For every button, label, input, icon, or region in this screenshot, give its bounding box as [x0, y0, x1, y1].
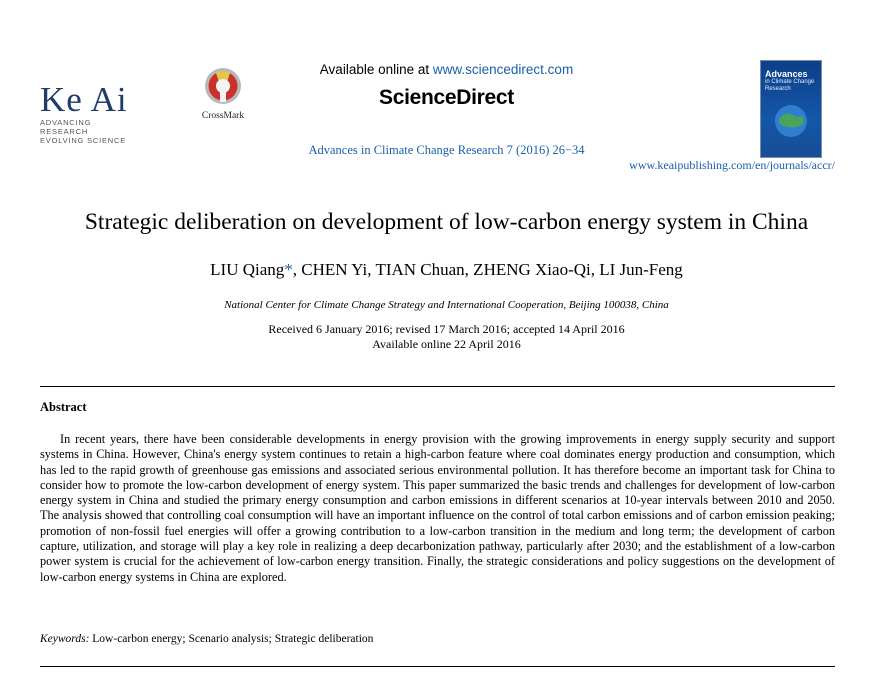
- affiliation: National Center for Climate Change Strategy and International Cooperation, Beijing 100038, China: [224, 299, 669, 311]
- author-list: [0, 260, 893, 280]
- abstract-heading: Abstract: [40, 400, 87, 414]
- available-online-date: Available online 22 April 2016: [372, 337, 521, 351]
- keai-tagline-2: EVOLVING SCIENCE: [40, 136, 127, 145]
- author-first[interactable]: LIU Qiang: [210, 260, 285, 279]
- article-title: Strategic deliberation on development of low-carbon energy system in China: [84, 209, 809, 235]
- keywords-text: Low-carbon energy; Scenario analysis; Strategic deliberation: [89, 633, 374, 645]
- journal-cover-image: [760, 60, 822, 158]
- sciencedirect-link[interactable]: www.sciencedirect.com: [432, 62, 574, 77]
- crossmark-label: CrossMark: [201, 111, 245, 121]
- cover-title: Advances: [765, 69, 808, 79]
- abstract-text: In recent years, there have been considerable developments in energy provision with the growing improvements in energy supply security and support systems in China. However, China's energy system continues to retain a high-carbon feature where coal dominates energy production and consumption, which has led to the rapid growth of greenhouse gas emissions and associated serious environmental pollution. It has therefore become an important task for China to consider how to promote the low-carbon development of energy system. This paper summarized the basic trends and challenges for development of low-carbon energy system in China and studied the primary energy consumption and carbon emissions in different scenarios at 10-year intervals between 2010 and 2050. The analysis showed that controlling coal consumption will have an important influence on the control of total carbon emissions and of carbon emission peaking; promotion of non-fossil fuel energies will offer a growing contribution to a low-carbon transition in the medium and long term; the development of carbon capture, utilization, and storage will play a key role in realizing a deep decarbonization pathway, particularly after 2030; and the establishment of a low-carbon power system is crucial for the achievement of low-carbon energy transition. Finally, the strategic considerations and policy suggestions on the development of low-carbon energy systems in China are explored.: [40, 432, 835, 584]
- article-dates: [0, 322, 893, 352]
- cover-subtitle-line-2: Research: [765, 85, 791, 92]
- authors-rest: , CHEN Yi, TIAN Chuan, ZHENG Xiao-Qi, LI Jun-Feng: [292, 260, 683, 279]
- keai-tagline-1: ADVANCING RESEARCH: [40, 118, 92, 136]
- cover-subtitle-line-1: in Climate Change: [765, 79, 815, 85]
- keywords-label: Keywords:: [40, 633, 90, 645]
- corresponding-author-mark[interactable]: *: [284, 260, 293, 279]
- cover-globe-image: [771, 101, 811, 141]
- received-dates: Received 6 January 2016; revised 17 March 2016; accepted 14 April 2016: [268, 322, 625, 336]
- cover-subtitle: [765, 79, 814, 92]
- keai-logo-word: Ke Ai: [40, 80, 128, 119]
- available-prefix: Available online at: [319, 62, 433, 77]
- sciencedirect-logo: ScienceDirect: [378, 86, 514, 109]
- journal-url-link[interactable]: www.keaipublishing.com/en/journals/accr/: [629, 158, 835, 172]
- bottom-divider: [40, 666, 835, 667]
- keywords: [40, 633, 373, 645]
- journal-citation[interactable]: Advances in Climate Change Research 7 (2016) 26−34: [308, 143, 585, 157]
- top-divider: [40, 386, 835, 387]
